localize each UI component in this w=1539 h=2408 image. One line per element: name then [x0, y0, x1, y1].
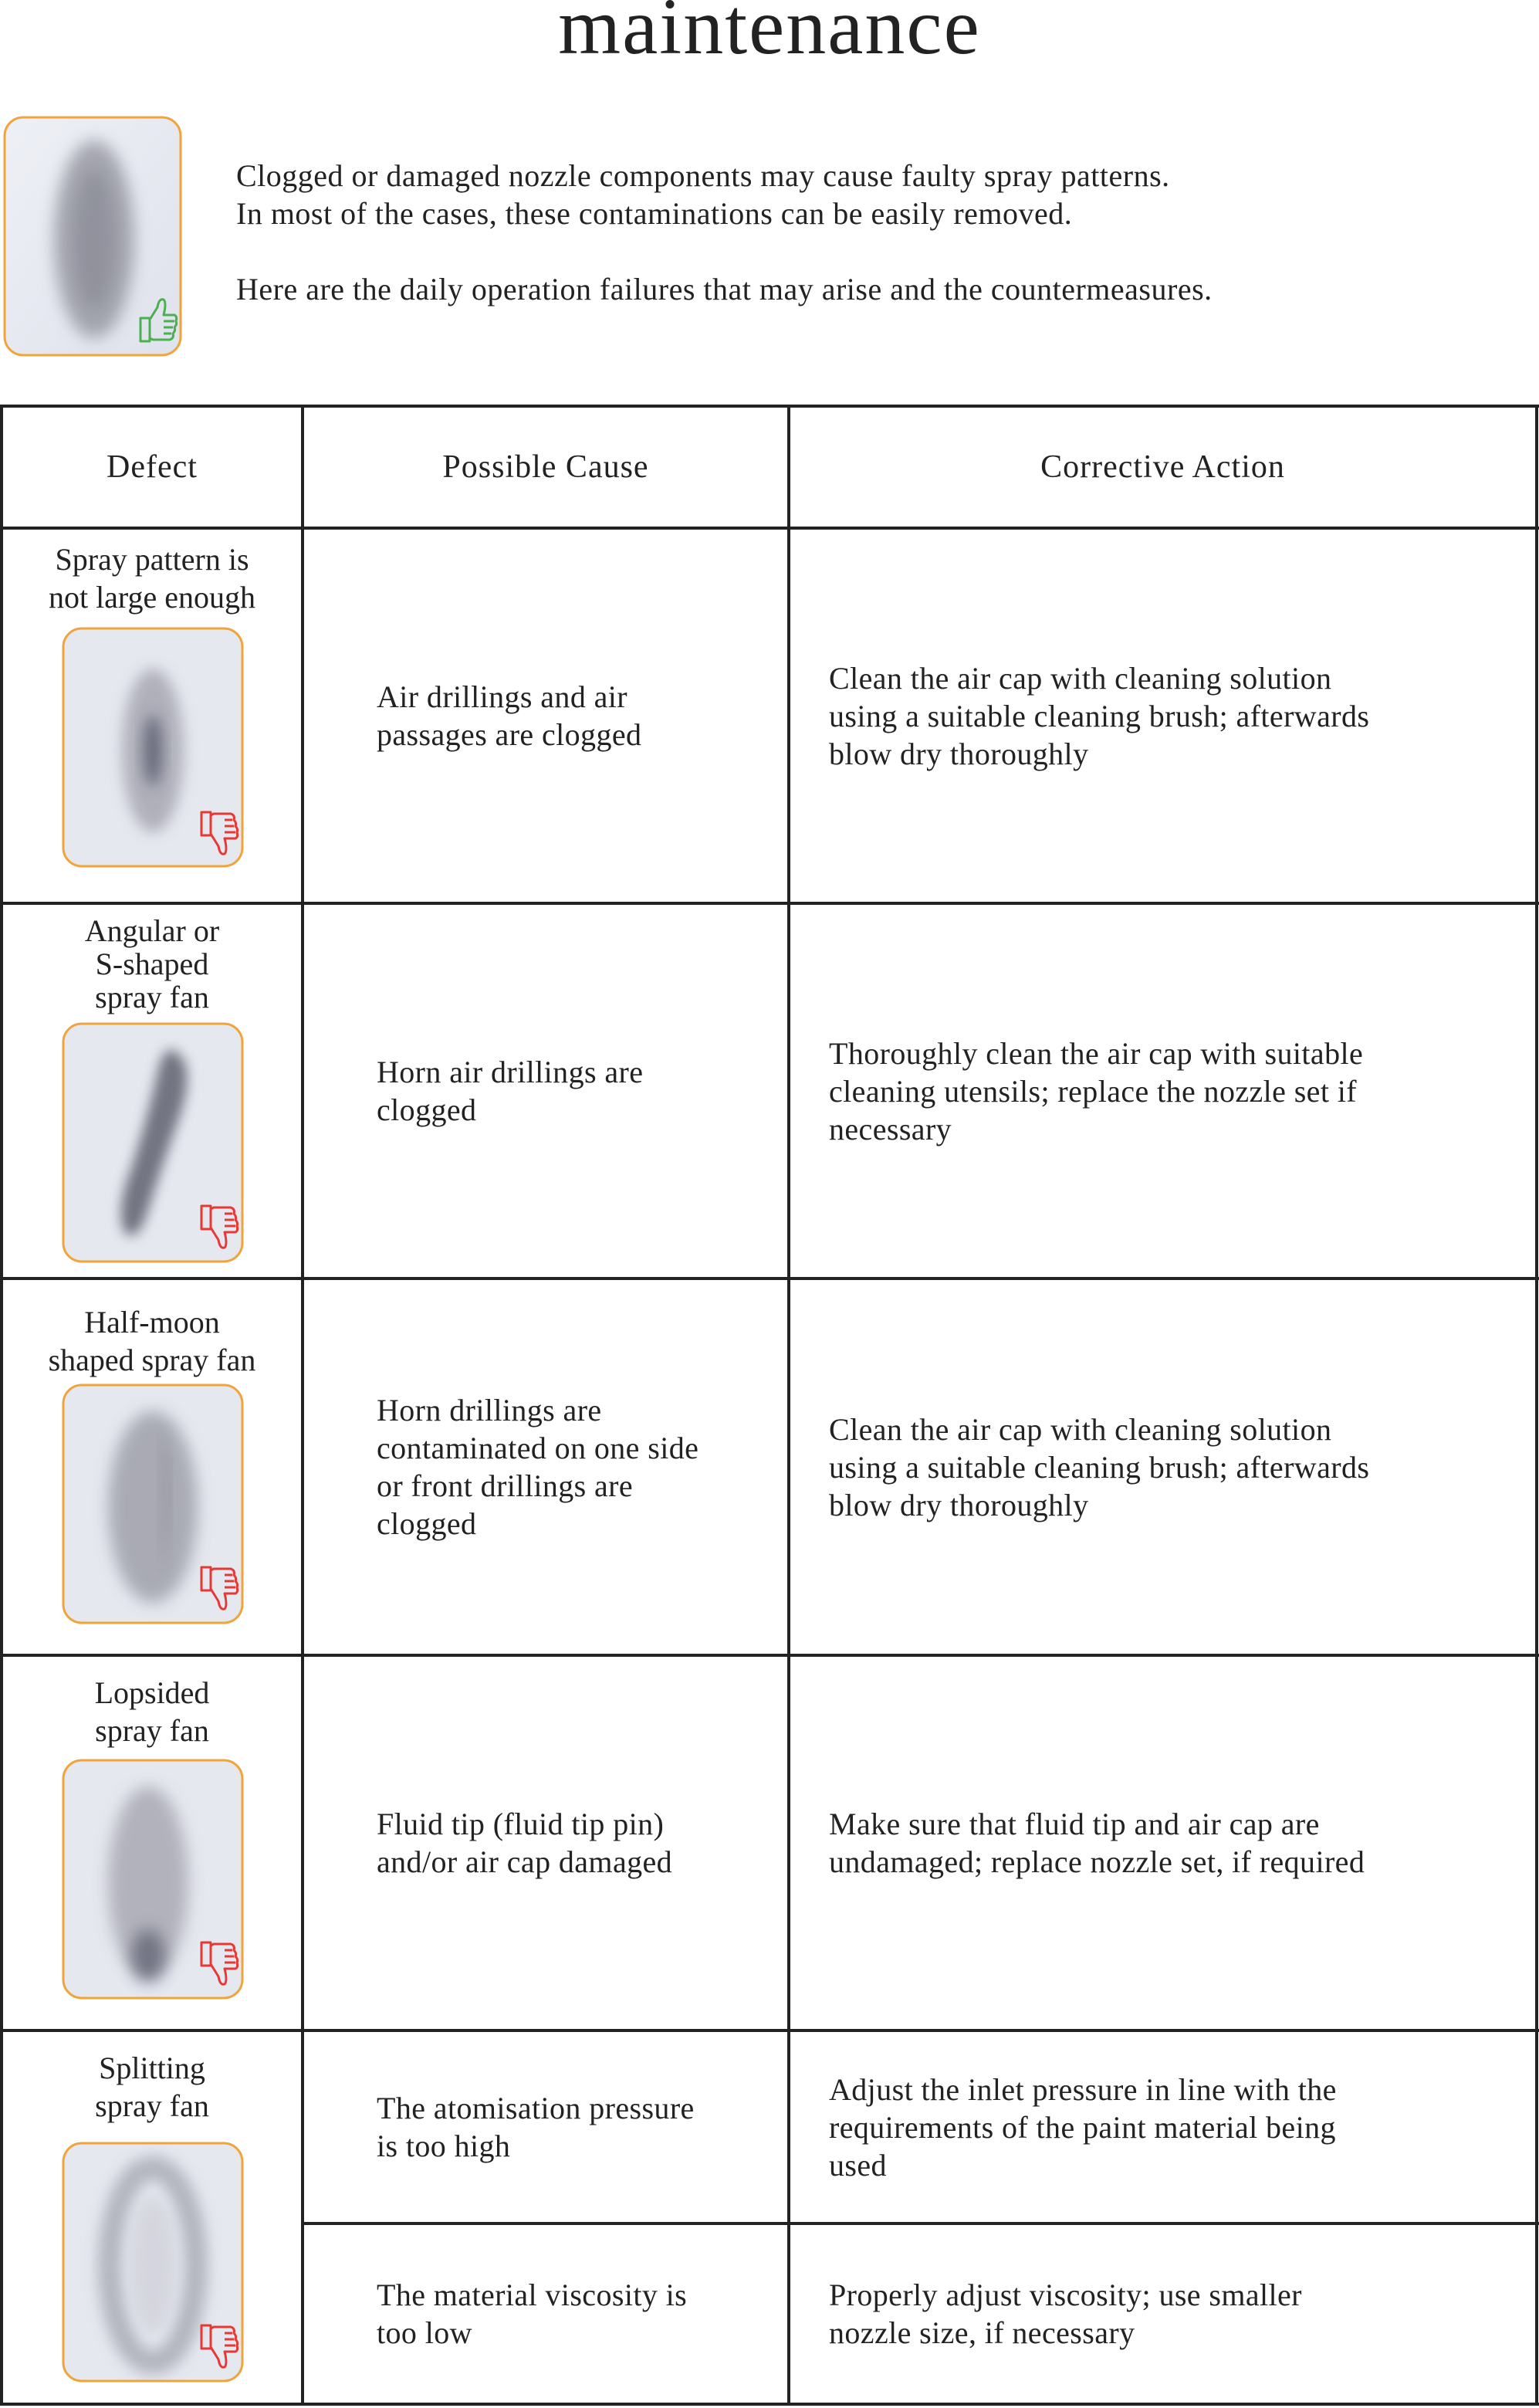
thumbs-down-icon [190, 1200, 241, 1254]
cause-line: clogged [377, 1506, 477, 1541]
corrective-action-cell [829, 2032, 1524, 2222]
action-line: Clean the air cap with cleaning solution [829, 1411, 1332, 1447]
corrective-action-cell [829, 530, 1524, 902]
corrective-action-cell [829, 2225, 1524, 2403]
possible-cause-cell [377, 2032, 778, 2222]
defect-line: shaped spray fan [48, 1343, 256, 1377]
defect-label [3, 2049, 301, 2125]
defect-line: Lopsided [94, 1675, 210, 1710]
page-title: maintenance [558, 0, 981, 71]
defect-label [3, 1303, 301, 1379]
corrective-action-cell [829, 1280, 1524, 1654]
action-line: nozzle size, if necessary [829, 2315, 1135, 2350]
thumbs-down-icon [190, 1936, 241, 1990]
corrective-action-cell [829, 1657, 1524, 2029]
cause-line: contaminated on one side [377, 1431, 699, 1465]
header-defect: Defect [107, 449, 198, 485]
cause-line: The atomisation pressure [377, 2091, 695, 2125]
action-line: Adjust the inlet pressure in line with the [829, 2071, 1337, 2107]
action-line: blow dry thoroughly [829, 1487, 1089, 1522]
cause-line: and/or air cap damaged [377, 1844, 673, 1879]
action-line: Properly adjust viscosity; use smaller [829, 2278, 1302, 2312]
corrective-action-cell [829, 905, 1524, 1277]
header-possible-cause: Possible Cause [442, 449, 649, 485]
action-line: requirements of the paint material being [829, 2109, 1336, 2145]
defect-line: spray fan [95, 1713, 209, 1748]
defect-line: Half-moon [84, 1305, 220, 1339]
thumbs-up-icon [130, 293, 179, 347]
possible-cause-cell [377, 1657, 778, 2029]
defect-line: spray fan [95, 2088, 209, 2123]
cause-line: is too high [377, 2129, 511, 2163]
action-line: blow dry thoroughly [829, 736, 1089, 771]
action-line: necessary [829, 1111, 952, 1146]
header-corrective-action: Corrective Action [1040, 449, 1285, 485]
defect-line: Angular or [84, 913, 220, 948]
thumbs-down-icon [190, 2319, 241, 2373]
thumbs-down-icon [190, 806, 241, 860]
cause-line: Air drillings and air [377, 679, 628, 714]
action-line: using a suitable cleaning brush; afterwards [829, 1449, 1370, 1485]
cause-line: clogged [377, 1092, 477, 1127]
intro-line-3: Here are the daily operation failures that may arise and the countermeasures. [236, 272, 1213, 307]
cause-line: The material viscosity is [377, 2278, 688, 2312]
intro-text [236, 157, 1213, 308]
intro-line-2: In most of the cases, these contaminations can be easily removed. [236, 196, 1073, 231]
defect-label [3, 1674, 301, 1749]
action-line: used [829, 2147, 887, 2183]
defect-label [3, 540, 301, 616]
action-line: Make sure that fluid tip and air cap are [829, 1807, 1320, 1841]
defect-line: Spray pattern is [55, 542, 249, 577]
cause-line: Horn air drillings are [377, 1055, 644, 1089]
possible-cause-cell [377, 1280, 778, 1654]
action-line: undamaged; replace nozzle set, if required [829, 1844, 1365, 1879]
possible-cause-cell [377, 530, 778, 902]
possible-cause-cell [377, 905, 778, 1277]
defect-line: not large enough [48, 580, 256, 615]
defect-label [3, 914, 301, 1014]
thumbs-down-icon [190, 1561, 241, 1615]
defect-line: S-shaped [95, 947, 209, 981]
action-line: using a suitable cleaning brush; afterwards [829, 698, 1370, 733]
possible-cause-cell [377, 2225, 778, 2403]
action-line: cleaning utensils; replace the nozzle set if [829, 1073, 1357, 1109]
cause-line: passages are clogged [377, 717, 642, 752]
defect-line: spray fan [95, 980, 209, 1014]
cause-line: too low [377, 2315, 472, 2350]
action-line: Clean the air cap with cleaning solution [829, 660, 1332, 696]
defect-line: Splitting [99, 2051, 205, 2085]
action-line: Thoroughly clean the air cap with suitable [829, 1035, 1364, 1071]
cause-line: or front drillings are [377, 1468, 634, 1503]
intro-line-1: Clogged or damaged nozzle components may cause faulty spray patterns. [236, 158, 1170, 193]
cause-line: Fluid tip (fluid tip pin) [377, 1807, 665, 1841]
cause-line: Horn drillings are [377, 1393, 602, 1428]
